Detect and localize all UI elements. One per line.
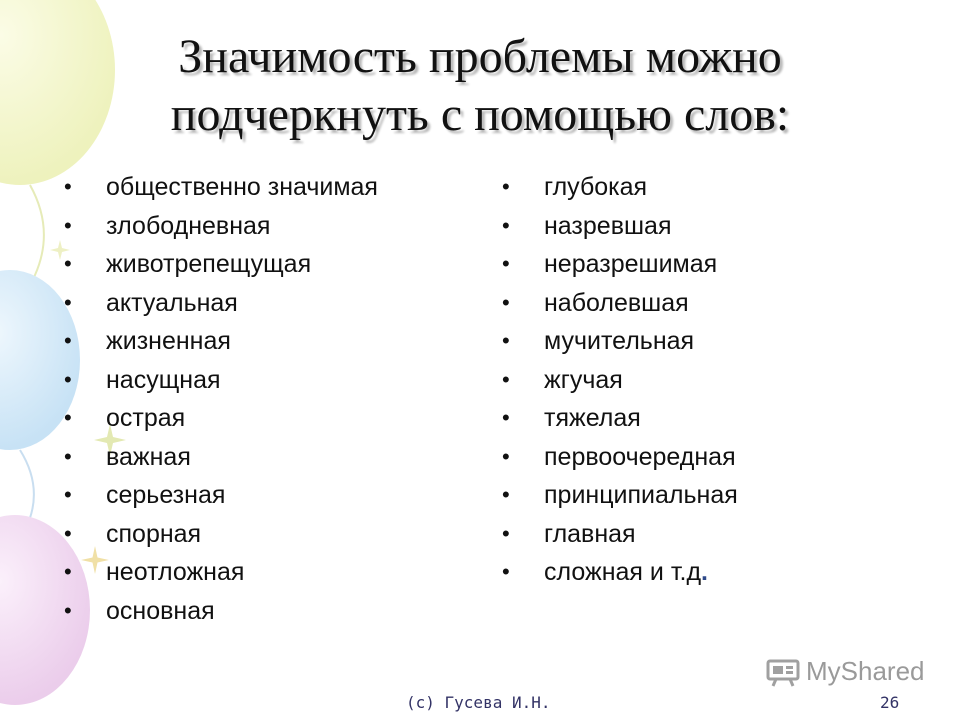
list-item-text: актуальная — [106, 288, 238, 317]
bullet-icon: • — [502, 443, 510, 469]
bullet-icon: • — [64, 251, 72, 276]
list-item-text: глубокая — [544, 173, 648, 201]
list-item-text: жгучая — [544, 365, 623, 394]
list-item-text: серьезная — [106, 481, 226, 509]
list-item — [500, 399, 738, 438]
myshared-watermark — [766, 656, 925, 687]
bullet-icon: • — [502, 405, 510, 430]
list-item-text: животрепещущая — [106, 250, 312, 278]
slide-title — [60, 28, 900, 144]
list-item — [62, 245, 378, 284]
page-number: 26 — [880, 693, 900, 712]
bullet-icon: • — [502, 289, 510, 315]
bullet-icon: • — [64, 482, 72, 507]
title-line-1: Значимость проблемы можно — [178, 30, 782, 83]
list-item-text: первоочередная — [544, 442, 736, 471]
bullet-icon: • — [64, 405, 72, 430]
bullet-icon: • — [64, 212, 72, 238]
list-item-text: наболевшая — [544, 288, 689, 317]
list-item-text: острая — [106, 404, 186, 432]
list-item — [62, 284, 378, 323]
list-item — [62, 322, 378, 361]
bullet-icon: • — [502, 482, 510, 507]
bullet-icon: • — [64, 559, 72, 584]
list-item — [500, 284, 738, 323]
bullet-icon: • — [64, 366, 72, 392]
list-item — [500, 515, 738, 554]
list-item-text: неотложная — [106, 558, 245, 586]
bullet-icon: • — [502, 212, 510, 238]
list-item — [62, 553, 378, 592]
right-word-list — [500, 168, 738, 592]
list-item-text: неразрешимая — [544, 250, 718, 278]
accent-period: . — [701, 558, 708, 586]
bullet-icon: • — [64, 174, 72, 199]
list-item — [500, 361, 738, 400]
list-item — [500, 553, 738, 592]
list-item — [500, 322, 738, 361]
bullet-icon: • — [502, 174, 510, 199]
bullet-icon: • — [502, 251, 510, 276]
list-item-text: назревшая — [544, 211, 672, 240]
list-item-text: основная — [106, 596, 215, 625]
list-item — [62, 207, 378, 246]
list-item-text: принципиальная — [544, 481, 738, 509]
bullet-icon: • — [502, 559, 510, 584]
bullet-icon: • — [64, 520, 72, 546]
list-item-text: злободневная — [106, 211, 271, 240]
list-item — [500, 438, 738, 477]
list-item — [62, 399, 378, 438]
footer-author: (c) Гусева И.Н. — [406, 693, 551, 712]
list-item-text: тяжелая — [544, 404, 641, 432]
bullet-icon: • — [502, 328, 510, 353]
list-item-text: мучительная — [544, 327, 695, 355]
list-item-text: насущная — [106, 365, 221, 394]
list-item — [500, 245, 738, 284]
list-item-text: сложная и т.д — [544, 558, 702, 586]
list-item — [500, 476, 738, 515]
bullet-icon: • — [502, 520, 510, 546]
projector-icon — [766, 657, 800, 687]
list-item — [62, 438, 378, 477]
list-item-text: общественно значимая — [106, 173, 378, 201]
list-item — [62, 592, 378, 631]
list-item — [62, 361, 378, 400]
list-item — [62, 515, 378, 554]
bullet-icon: • — [64, 328, 72, 353]
left-word-list — [62, 168, 378, 630]
list-item-text: важная — [106, 442, 191, 471]
bullet-icon: • — [64, 289, 72, 315]
list-item-text: жизненная — [106, 327, 231, 355]
list-item — [62, 476, 378, 515]
bullet-icon: • — [502, 366, 510, 392]
bullet-icon: • — [64, 597, 72, 623]
list-item — [500, 168, 738, 207]
list-item — [500, 207, 738, 246]
list-item-text: спорная — [106, 519, 202, 548]
watermark-brand: MyShared — [806, 656, 925, 686]
bullet-icon: • — [64, 443, 72, 469]
list-item — [62, 168, 378, 207]
list-item-text: главная — [544, 519, 636, 548]
title-line-2: подчеркнуть с помощью слов: — [170, 88, 790, 141]
